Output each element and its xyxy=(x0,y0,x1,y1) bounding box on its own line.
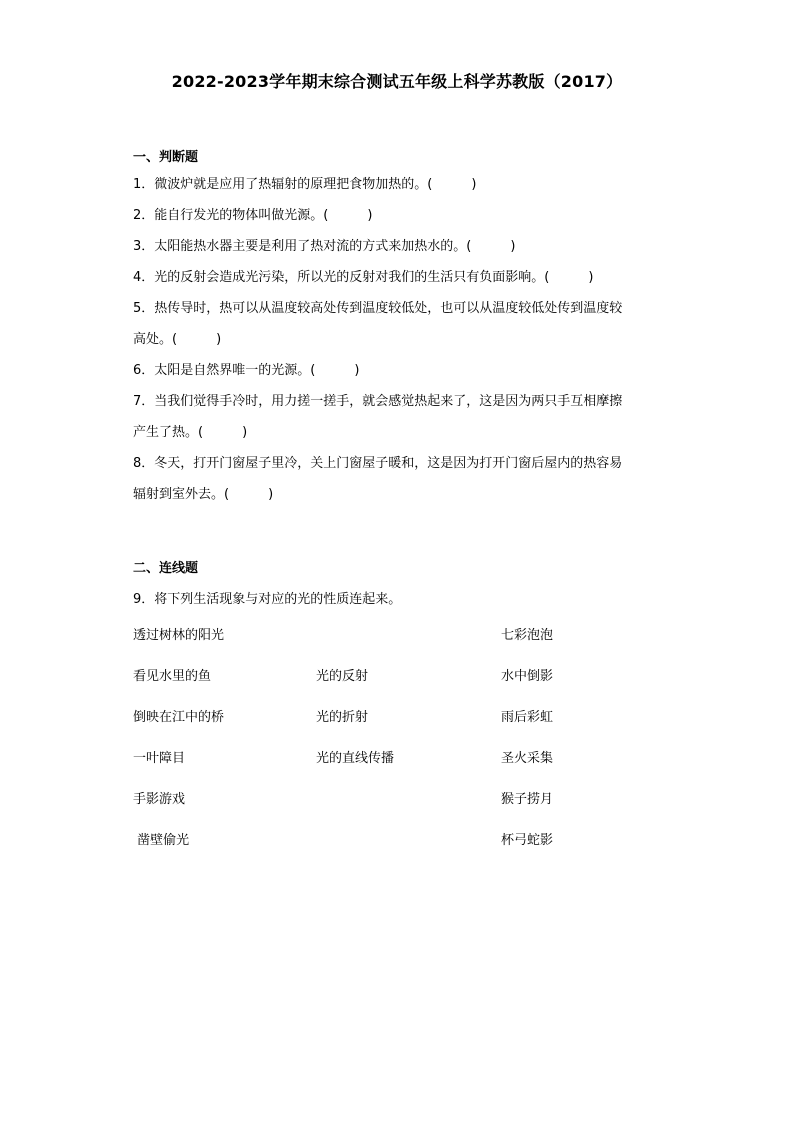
match-left-item: 手影游戏 xyxy=(133,792,186,807)
match-left-item: 倒映在江中的桥 xyxy=(133,710,225,725)
question-line: 5．热传导时，热可以从温度较高处传到温度较低处，也可以从温度较低处传到温度较 xyxy=(133,301,623,316)
question-line: 7．当我们觉得手冷时，用力搓一搓手，就会感觉热起来了，这是因为两只手互相摩擦 xyxy=(133,394,623,409)
question-line: 2．能自行发光的物体叫做光源。( ) xyxy=(133,208,373,223)
question-line: 3．太阳能热水器主要是利用了热对流的方式来加热水的。( ) xyxy=(133,239,516,254)
match-right-item: 水中倒影 xyxy=(501,669,554,684)
section-heading-true-false: 一、判断题 xyxy=(133,150,199,165)
question-line: 8．冬天，打开门窗屋子里冷，关上门窗屋子暖和，这是因为打开门窗后屋内的热容易 xyxy=(133,456,623,471)
question-line: 4．光的反射会造成光污染，所以光的反射对我们的生活只有负面影响。( ) xyxy=(133,270,594,285)
matching-question: 9．将下列生活现象与对应的光的性质连起来。 xyxy=(133,592,402,607)
question-line: 高处。( ) xyxy=(133,332,222,347)
question-line: 产生了热。( ) xyxy=(133,425,248,440)
page-title: 2022-2023学年期末综合测试五年级上科学苏教版（2017） xyxy=(171,72,623,91)
question-line: 6．太阳是自然界唯一的光源。( ) xyxy=(133,363,360,378)
question-line: 1．微波炉就是应用了热辐射的原理把食物加热的。( ) xyxy=(133,177,477,192)
match-right-item: 雨后彩虹 xyxy=(501,710,554,725)
match-right-item: 猴子捞月 xyxy=(501,792,554,807)
match-middle-item: 光的反射 xyxy=(316,669,369,684)
question-line: 辐射到室外去。( ) xyxy=(133,487,274,502)
section-heading-matching: 二、连线题 xyxy=(133,561,199,576)
match-left-item: 一叶障目 xyxy=(133,751,186,766)
match-left-item: 凿壁偷光 xyxy=(133,833,190,848)
match-left-item: 透过树林的阳光 xyxy=(133,628,225,643)
match-middle-item: 光的折射 xyxy=(316,710,369,725)
match-left-item: 看见水里的鱼 xyxy=(133,669,212,684)
match-middle-item: 光的直线传播 xyxy=(316,751,395,766)
match-right-item: 杯弓蛇影 xyxy=(501,833,554,848)
match-right-item: 七彩泡泡 xyxy=(501,628,554,643)
match-right-item: 圣火采集 xyxy=(501,751,554,766)
